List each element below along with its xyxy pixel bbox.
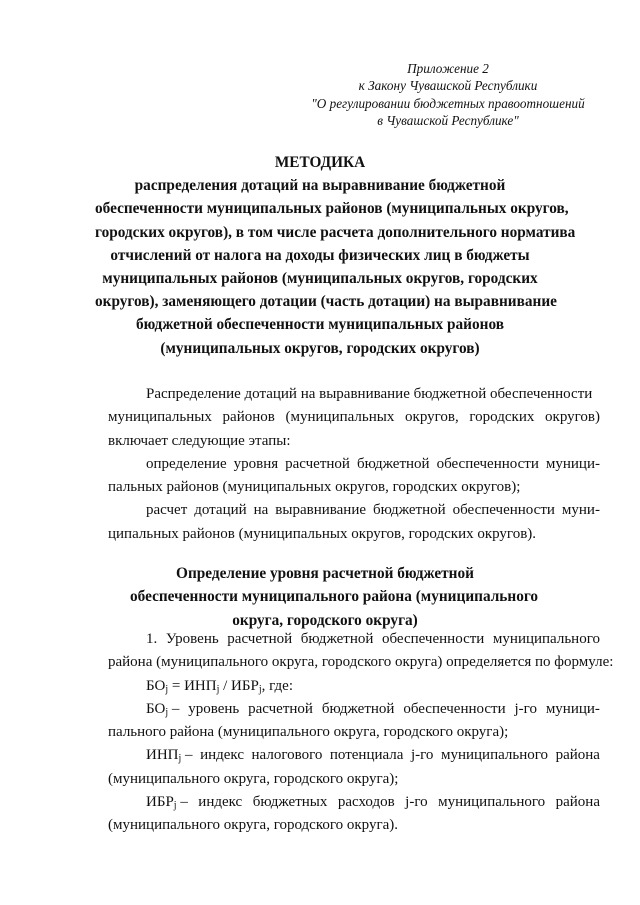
paragraph-line: ципальных районов (муниципальных округов, городских округов).: [108, 525, 537, 542]
word: j-го: [514, 700, 537, 717]
word: j-го: [410, 747, 434, 764]
appendix-line: "О регулировании бюджетных правоотношений: [311, 95, 585, 111]
formula-bo: БО: [146, 677, 166, 694]
title-heading: МЕТОДИКА: [274, 154, 366, 171]
paragraph-line-justified: [108, 791, 600, 814]
word: дотаций: [194, 502, 247, 519]
paragraph-line: (муниципального округа, городского округа);: [108, 770, 399, 787]
word: расчетной: [248, 700, 313, 717]
subscript: j: [178, 753, 182, 765]
title-line: (муниципальных округов, городских округов): [160, 339, 480, 357]
title-line: бюджетной обеспеченности муниципальных районов: [136, 316, 504, 334]
appendix-line: Приложение 2: [407, 61, 489, 76]
word: расходов: [337, 794, 395, 811]
formula-div: / ИБР: [219, 677, 259, 694]
subscript: j: [216, 683, 220, 695]
word: j-го: [405, 794, 428, 811]
paragraph-line: Распределение дотаций на выравнивание бюджетной обеспеченности: [146, 386, 593, 402]
word: –: [176, 794, 188, 811]
word: выравнивание: [275, 502, 367, 519]
word: обеспеченности: [436, 455, 539, 472]
word: индекс: [200, 747, 244, 764]
word: района: [555, 794, 600, 811]
appendix-line: в Чувашской Республике": [377, 113, 519, 129]
paragraph-line: района (муниципального округа, городского округа) определяется по формуле:: [108, 654, 614, 671]
word: бюджетной: [300, 631, 374, 647]
word: –: [181, 747, 193, 764]
subscript: j: [165, 683, 169, 695]
word: бюджетной: [321, 700, 395, 717]
word: Уровень: [165, 631, 219, 647]
term-label: БО: [146, 700, 166, 717]
word: обеспеченности: [403, 700, 506, 717]
word: обеспеченности: [382, 631, 485, 647]
section-heading-line: обеспеченности муниципального района (муниципального: [130, 588, 539, 606]
word: потенциала: [329, 747, 404, 764]
paragraph-line: пальных районов (муниципальных округов, городских округов);: [108, 479, 521, 496]
subscript: j: [173, 800, 177, 812]
word: городских: [469, 409, 535, 426]
subscript: j: [258, 683, 262, 695]
word: бюджетной: [356, 455, 430, 472]
intro-section: [108, 383, 600, 546]
word: муниципального: [492, 631, 600, 647]
paragraph-line-justified: [108, 499, 600, 522]
word: уровня: [233, 455, 279, 472]
title-line: муниципальных районов (муниципальных округов, городских: [102, 270, 538, 288]
word: округов): [545, 409, 600, 426]
word: муни-: [561, 502, 600, 519]
word: муници-: [545, 455, 600, 472]
word: [146, 744, 193, 767]
word: 1.: [146, 631, 158, 647]
subscript: j: [165, 706, 169, 718]
term-label: ИБР: [146, 794, 174, 811]
word: расчет: [146, 502, 188, 519]
word: (муниципальных: [285, 409, 395, 426]
word: [146, 791, 188, 814]
section-heading: [130, 562, 539, 632]
section-heading-line: округа, городского округа): [232, 611, 418, 629]
paragraph-line-justified: [108, 698, 600, 721]
word: муниципальных: [108, 409, 212, 426]
paragraph-line: (муниципального округа, городского округа).: [108, 817, 399, 834]
word: расчетной: [285, 455, 350, 472]
word: на: [253, 502, 269, 519]
title-line: отчислений от налога на доходы физических лиц в бюджеты: [110, 246, 530, 264]
paragraph-line-justified: [108, 453, 600, 476]
appendix-line: к Закону Чувашской Республики: [358, 78, 538, 94]
paragraph-line: включает следующие этапы:: [108, 432, 291, 449]
document-title: [95, 151, 576, 360]
word: округов,: [405, 409, 459, 426]
paragraph-line-justified: [108, 628, 600, 651]
word: налогового: [251, 747, 323, 764]
title-line: обеспеченности муниципальных районов (муниципальных округов,: [95, 200, 569, 218]
clause-1: [108, 628, 614, 838]
appendix-reference: [290, 60, 606, 130]
section-heading-line: Определение уровня расчетной бюджетной: [176, 565, 474, 582]
paragraph-line-justified: [108, 744, 600, 767]
title-line: округов), заменяющего дотации (часть дотации) на выравнивание: [95, 293, 557, 311]
word: индекс: [198, 794, 243, 811]
formula-eq: = ИНП: [168, 677, 217, 694]
word: муниципального: [438, 794, 546, 811]
term-label: ИНП: [146, 747, 179, 764]
word: бюджетных: [252, 794, 328, 811]
word: уровень: [188, 700, 240, 717]
word: районов: [222, 409, 275, 426]
word: обеспеченности: [452, 502, 555, 519]
word: района: [555, 747, 600, 764]
word: –: [168, 700, 180, 717]
paragraph-line: пального района (муниципального округа, городского округа);: [108, 724, 509, 741]
paragraph-line-justified: [108, 406, 600, 429]
word: [146, 698, 179, 721]
word: определение: [146, 455, 227, 472]
formula-tail: , где:: [261, 677, 293, 694]
formula-line: [108, 675, 600, 698]
title-line: городских округов), в том числе расчета дополнительного норматива: [95, 223, 576, 241]
word: муниципального: [440, 747, 549, 764]
word: бюджетной: [372, 502, 446, 519]
word: расчетной: [227, 631, 293, 647]
word: муници-: [545, 700, 600, 717]
title-line: распределения дотаций на выравнивание бюджетной: [134, 177, 506, 195]
